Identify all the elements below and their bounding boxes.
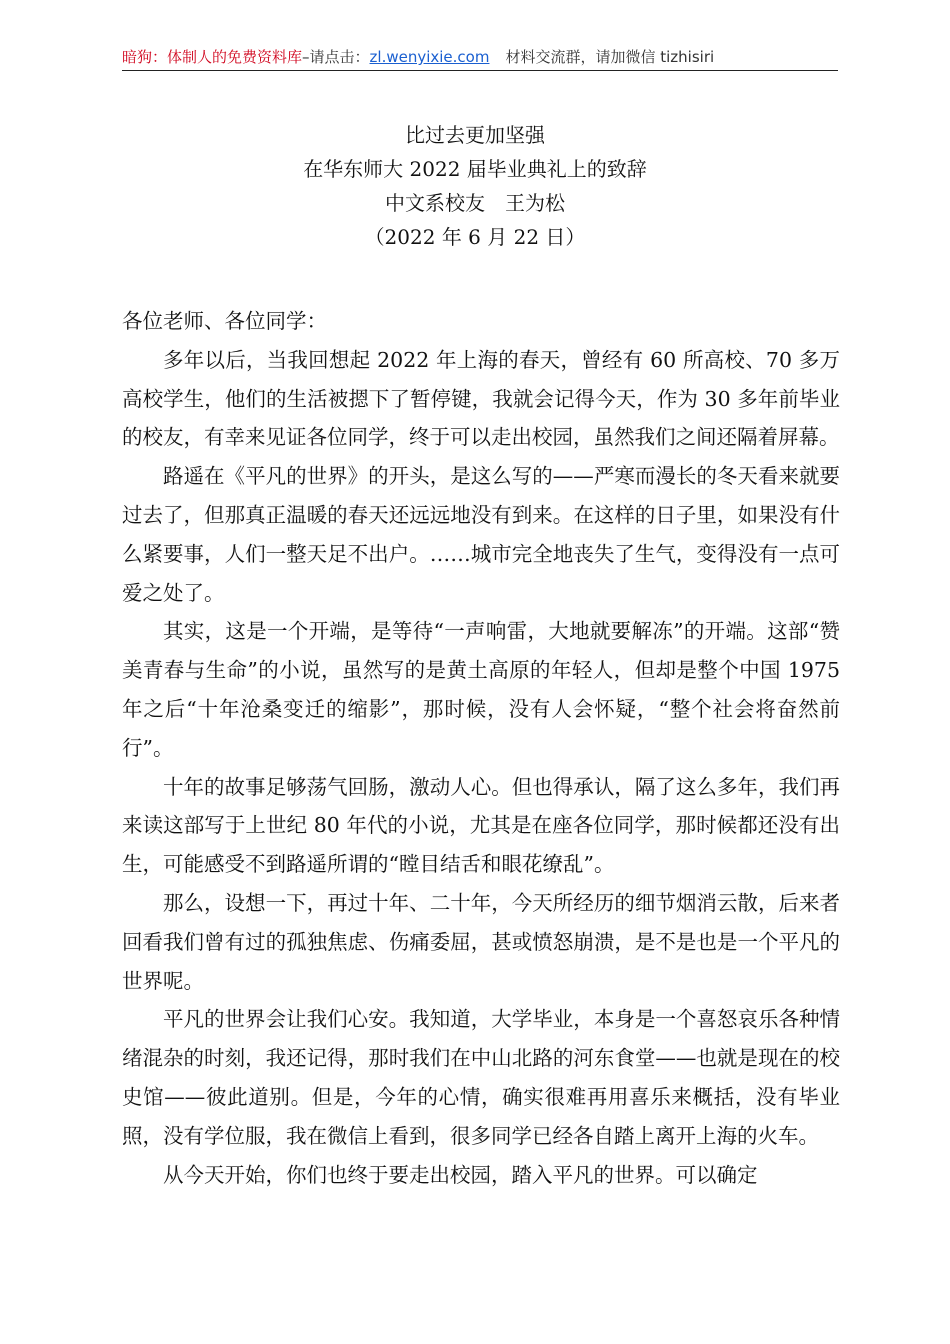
header-brand: 暗狗：体制人的免费资料库 xyxy=(122,48,303,66)
paragraph: 那么，设想一下，再过十年、二十年，今天所经历的细节烟消云散，后来者回看我们曾有过的孤独焦虑、伤痛委屈，甚或愤怒崩溃，是不是也是一个平凡的世界呢。 xyxy=(122,890,840,993)
paragraph: 其实，这是一个开端，是等待“一声响雷，大地就要解冻”的开端。这部“赞美青春与生命”的小说，虽然写的是黄土高原的年轻人，但却是整个中国 1975 年之后“十年沧桑变迁的缩影”，那时候，没有人会怀疑，“整个社会将奋然前行”。 xyxy=(122,619,840,760)
document-body xyxy=(122,302,840,1194)
document-title: 比过去更加坚强 xyxy=(405,123,545,147)
header-contact: 材料交流群，请加微信 tizhisiri xyxy=(505,48,715,66)
paragraph: 从今天开始，你们也终于要走出校园，踏入平凡的世界。可以确定 xyxy=(163,1162,758,1187)
paragraph: 十年的故事足够荡气回肠，激动人心。但也得承认，隔了这么多年，我们再来读这部写于上世纪 80 年代的小说，尤其是在座各位同学，那时候都还没有出生，可能感受不到路遥所谓的“瞠目结舌和眼花缭乱”。 xyxy=(122,774,840,877)
header-link[interactable]: zl.wenyixie.com xyxy=(369,48,490,66)
document-date: （2022 年 6 月 22 日） xyxy=(364,225,586,249)
header-prompt: –请点击： xyxy=(302,48,370,66)
document-author: 中文系校友 王为松 xyxy=(385,191,565,215)
title-block xyxy=(0,118,950,254)
salutation: 各位老师、各位同学： xyxy=(122,309,327,333)
paragraph: 平凡的世界会让我们心安。我知道，大学毕业，本身是一个喜怒哀乐各种情绪混杂的时刻，我还记得，那时我们在中山北路的河东食堂——也就是现在的校史馆——彼此道别。但是，今年的心情，确实很难再用喜乐来概括，没有毕业照，没有学位服，我在微信上看到，很多同学已经各自踏上离开上海的火车。 xyxy=(122,1007,840,1148)
document-subtitle: 在华东师大 2022 届毕业典礼上的致辞 xyxy=(303,157,647,181)
paragraph: 多年以后，当我回想起 2022 年上海的春天，曾经有 60 所高校、70 多万高校学生，他们的生活被摁下了暂停键，我就会记得今天，作为 30 多年前毕业的校友，有幸来见证各位同学，终于可以走出校园，虽然我们之间还隔着屏幕。 xyxy=(122,347,840,450)
header-divider xyxy=(122,70,838,71)
page-header xyxy=(122,44,838,70)
paragraph: 路遥在《平凡的世界》的开头，是这么写的——严寒而漫长的冬天看来就要过去了，但那真正温暖的春天还远远地没有到来。在这样的日子里，如果没有什么紧要事，人们一整天足不出户。……城市完全地丧失了生气，变得没有一点可爱之处了。 xyxy=(122,464,840,605)
